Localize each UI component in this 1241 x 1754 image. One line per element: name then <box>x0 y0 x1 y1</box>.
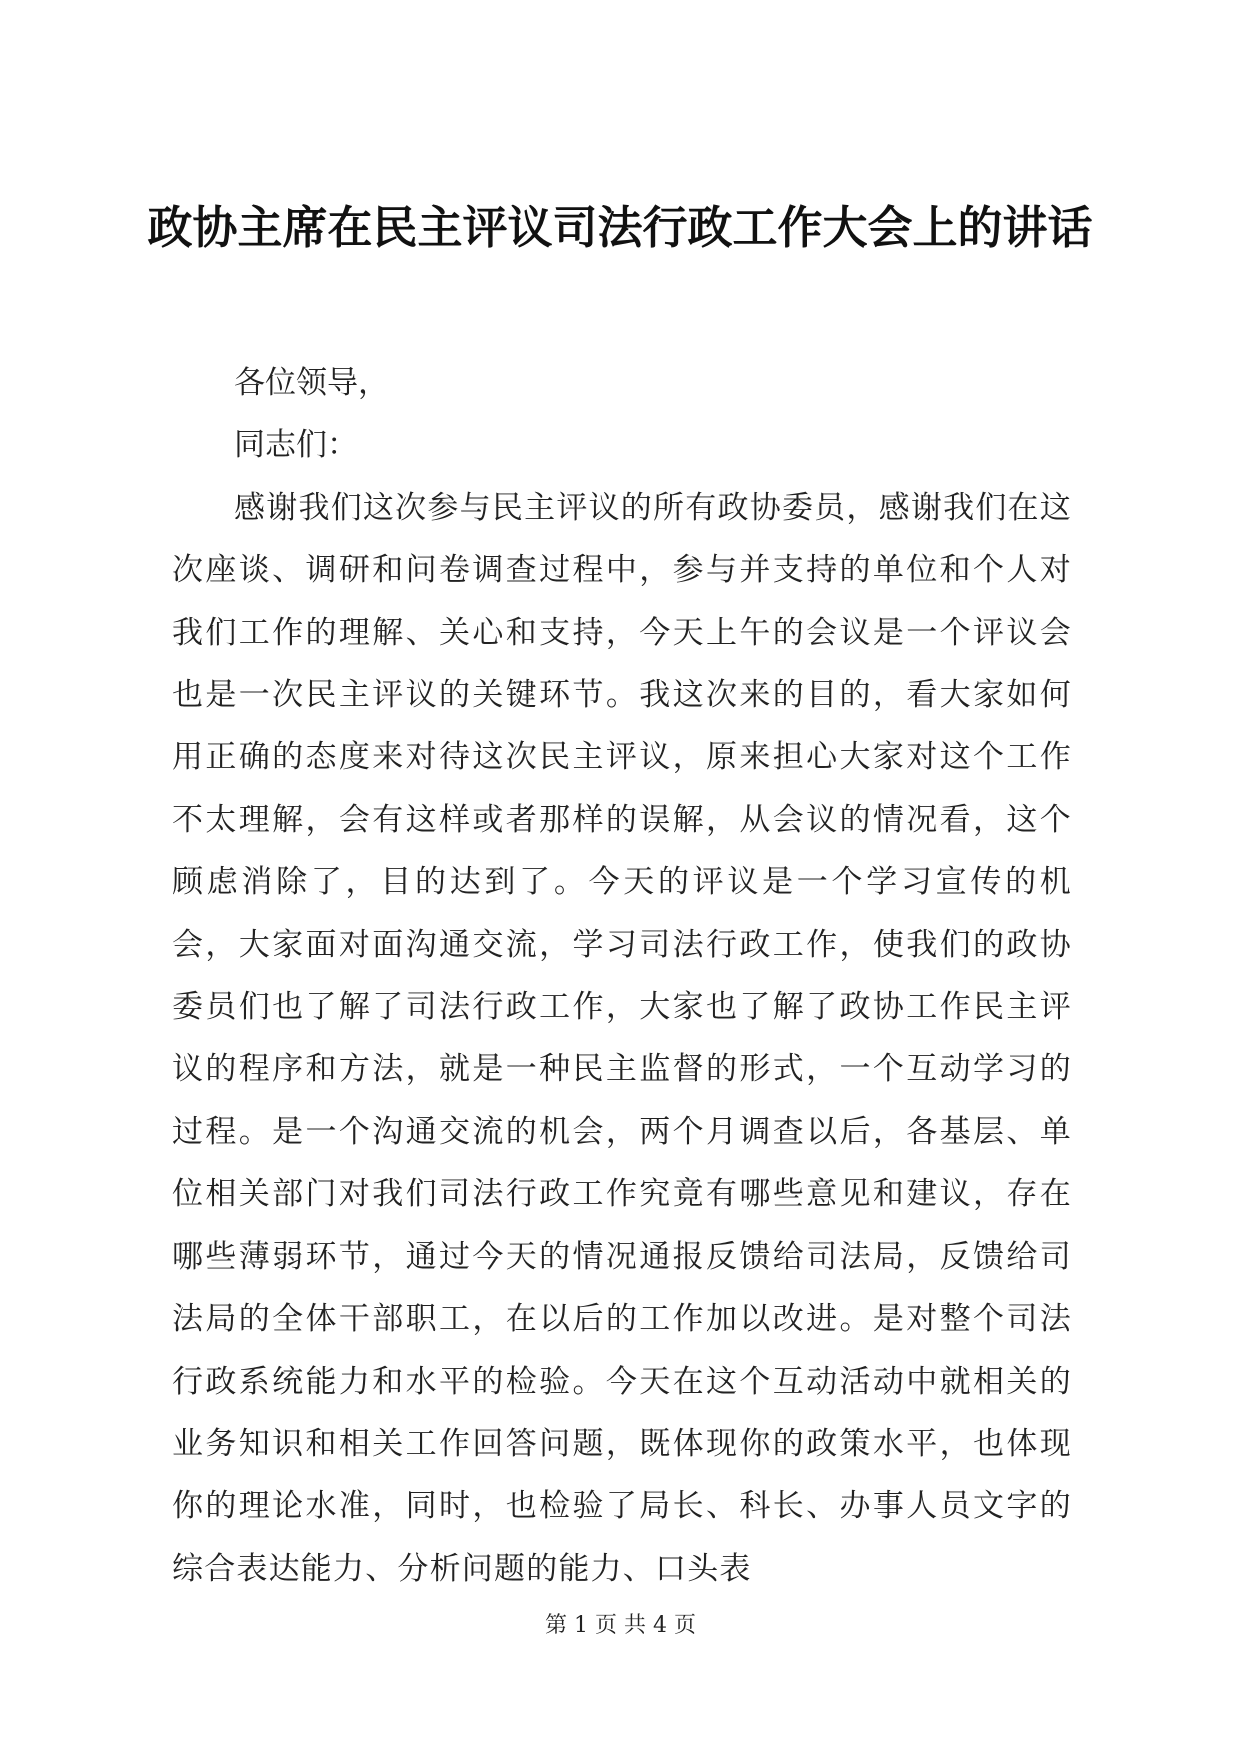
document-title: 政协主席在民主评议司法行政工作大会上的讲话 <box>147 201 1093 254</box>
document-body <box>172 352 1072 1600</box>
body-paragraph: 感谢我们这次参与民主评议的所有政协委员，感谢我们在这次座谈、调研和问卷调查过程中，参与并支持的单位和个人对我们工作的理解、关心和支持，今天上午的会议是一个评议会也是一次民主评议的关键环节。我这次来的目的，看大家如何用正确的态度来对待这次民主评议，原来担心大家对这个工作不太理解，会有这样或者那样的误解，从会议的情况看，这个顾虑消除了，目的达到了。今天的评议是一个学习宣传的机会，大家面对面沟通交流，学习司法行政工作，使我们的政协委员们也了解了司法行政工作，大家也了解了政协工作民主评议的程序和方法，就是一种民主监督的形式，一个互动学习的过程。是一个沟通交流的机会，两个月调查以后，各基层、单位相关部门对我们司法行政工作究竟有哪些意见和建议，存在哪些薄弱环节，通过今天的情况通报反馈给司法局，反馈给司法局的全体干部职工，在以后的工作加以改进。是对整个司法行政系统能力和水平的检验。今天在这个互动活动中就相关的业务知识和相关工作回答问题，既体现你的政策水平，也体现你的理论水准，同时，也检验了局长、科长、办事人员文字的综合表达能力、分析问题的能力、口头表 <box>172 489 1072 1587</box>
salutation-leaders: 各位领导， <box>234 365 389 401</box>
page-footer: 第 1 页 共 4 页 <box>545 1613 696 1638</box>
salutation-comrades: 同志们： <box>234 427 358 464</box>
